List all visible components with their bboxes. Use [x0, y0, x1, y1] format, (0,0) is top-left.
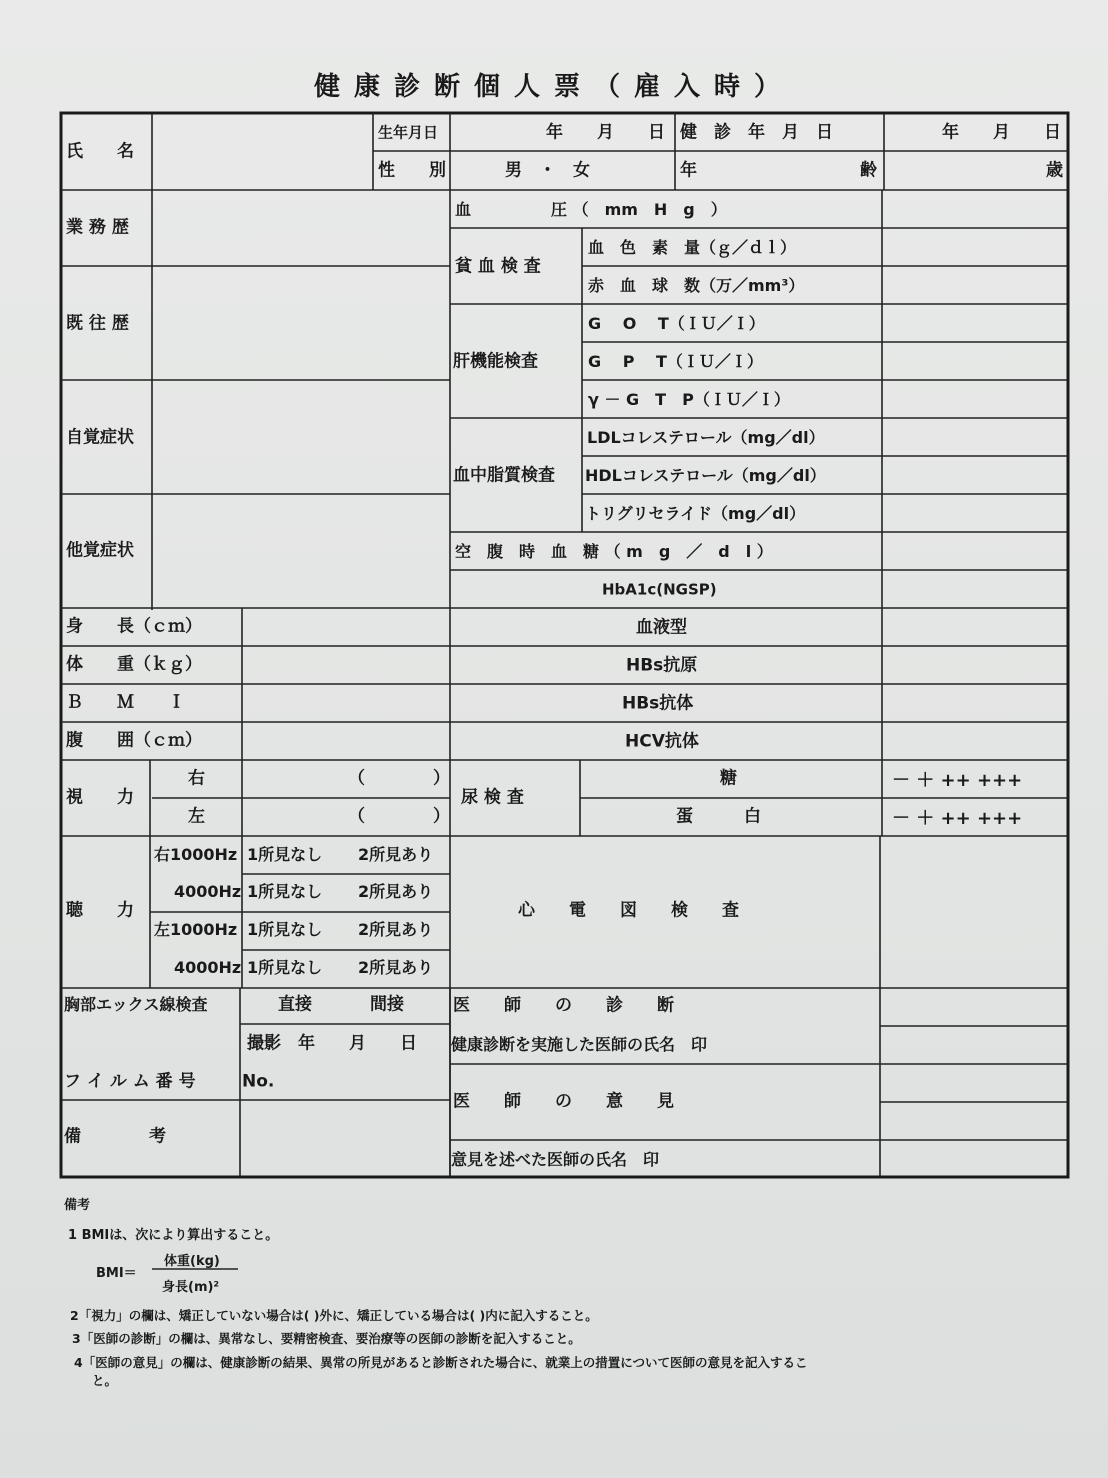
note-4-continued: と。 — [92, 1373, 118, 1388]
exam-date-label: 健 診 年 月 日 — [680, 122, 833, 143]
vision-right-paren[interactable]: （ ） — [348, 768, 450, 789]
film-number-label: フ イ ル ム 番 号 — [64, 1071, 196, 1092]
blood-type-label: 血液型 — [636, 617, 687, 638]
examining-doctor-label: 健康診断を実施した医師の氏名 印 — [451, 1035, 708, 1054]
fasting-glucose-label: 空 腹 時 血 糖 （ m g ／ d l ） — [455, 542, 773, 561]
sex-choice[interactable]: 男 ・ 女 — [505, 160, 590, 181]
bmi-formula-prefix: BMI＝ — [96, 1266, 137, 1281]
xray-direct[interactable]: 直接 — [278, 994, 312, 1015]
hearing-row-label: 4000Hz — [174, 958, 242, 977]
bmi-formula-denominator: 身長(m)² — [162, 1280, 220, 1295]
hearing-label: 聴 力 — [66, 900, 134, 921]
hearing-option-1[interactable]: 1所見なし — [247, 882, 323, 901]
age-label: 年 — [680, 160, 697, 181]
film-number-prefix[interactable]: No. — [242, 1071, 275, 1092]
past-history-label: 既 往 歴 — [66, 313, 129, 334]
urine-protein-scale[interactable]: － ＋ ++ +++ — [892, 808, 1023, 829]
objective-label: 他覚症状 — [66, 540, 134, 561]
vision-label: 視 力 — [66, 787, 134, 808]
weight-label: 体 重（ｋｇ） — [66, 654, 202, 675]
urine-sugar-label: 糖 — [720, 768, 737, 789]
hbs-antigen-label: HBs抗原 — [626, 655, 698, 676]
remarks-label: 備 考 — [64, 1126, 166, 1147]
hearing-option-2[interactable]: 2所見あり — [358, 920, 434, 939]
opinion-doctor-label: 意見を述べた医師の氏名 印 — [451, 1150, 660, 1169]
note-1: 1 BMIは、次により算出すること。 — [68, 1228, 279, 1243]
hearing-row-label: 左1000Hz — [154, 920, 238, 939]
xray-indirect[interactable]: 間接 — [370, 994, 404, 1015]
gpt-label: G P T（ＩＵ／Ｉ） — [588, 352, 763, 371]
hcv-antibody-label: HCV抗体 — [625, 731, 699, 752]
vision-left-paren[interactable]: （ ） — [348, 806, 450, 827]
xray-shoot-date[interactable]: 撮影 年 月 日 — [247, 1033, 417, 1054]
note-4: 4「医師の意見」の欄は、健康診断の結果、異常の所見があると診断された場合に、就業上の措置について医師の意見を記入するこ — [74, 1355, 808, 1370]
bmi-label: Ｂ Ｍ Ｉ — [66, 692, 185, 713]
vision-right-label: 右 — [188, 768, 205, 789]
hearing-option-2[interactable]: 2所見あり — [358, 845, 434, 864]
hbs-antibody-label: HBs抗体 — [622, 693, 694, 714]
work-history-label: 業 務 歴 — [66, 217, 129, 238]
urine-protein-label: 蛋 白 — [676, 806, 761, 827]
rbc-label: 赤 血 球 数（万／mm³） — [588, 276, 805, 295]
hearing-row-label: 右1000Hz — [154, 845, 238, 864]
lipid-test-label: 血中脂質検査 — [453, 465, 555, 486]
birthdate-label: 生年月日 — [378, 123, 439, 142]
ldl-label: LDLコレステロール（mg／dl） — [587, 428, 825, 447]
urine-test-label: 尿 検 査 — [461, 787, 524, 808]
waist-label: 腹 囲（ｃｍ） — [66, 730, 202, 751]
hemoglobin-label: 血 色 素 量（ｇ／ｄｌ） — [588, 238, 797, 257]
got-label: G O T（ＩＵ／Ｉ） — [588, 314, 765, 333]
sex-label: 性 別 — [378, 160, 446, 181]
height-label: 身 長（ｃｍ） — [66, 616, 202, 637]
blood-pressure-label: 血 圧 （ mm H g ） — [455, 200, 727, 219]
doctor-opinion-label: 医 師 の 意 見 — [453, 1091, 674, 1112]
hearing-row-label: 4000Hz — [174, 882, 242, 901]
hearing-option-2[interactable]: 2所見あり — [358, 882, 434, 901]
doctor-diagnosis-label: 医 師 の 診 断 — [453, 995, 674, 1016]
age-unit[interactable]: 歳 — [1046, 160, 1063, 181]
name-label: 氏 名 — [66, 141, 134, 162]
triglyceride-label: トリグリセライド（mg／dl） — [585, 504, 806, 523]
ggtp-label: γ － G T P（ＩＵ／Ｉ） — [588, 390, 790, 409]
urine-sugar-scale[interactable]: － ＋ ++ +++ — [892, 770, 1023, 791]
anemia-test-label: 貧 血 検 査 — [455, 256, 541, 277]
age-label-suffix: 齢 — [860, 160, 877, 181]
chest-xray-label: 胸部エックス線検査 — [64, 995, 208, 1014]
note-3: 3「医師の診断」の欄は、異常なし、要精密検査、要治療等の医師の診断を記入すること。 — [72, 1331, 581, 1346]
hba1c-label: HbA1c(NGSP) — [602, 580, 717, 599]
bmi-formula-numerator: 体重(kg) — [164, 1254, 220, 1269]
vision-left-label: 左 — [188, 806, 205, 827]
note-2: 2「視力」の欄は、矯正していない場合は( )外に、矯正している場合は( )内に記入すること。 — [70, 1308, 598, 1323]
hearing-option-1[interactable]: 1所見なし — [247, 920, 323, 939]
hearing-option-1[interactable]: 1所見なし — [247, 845, 323, 864]
hearing-option-1[interactable]: 1所見なし — [247, 958, 323, 977]
notes-heading: 備考 — [64, 1198, 91, 1213]
subjective-label: 自覚症状 — [66, 427, 134, 448]
exam-date-value[interactable]: 年 月 日 — [942, 122, 1061, 143]
hdl-label: HDLコレステロール（mg／dl） — [585, 466, 826, 485]
ecg-label: 心 電 図 検 査 — [518, 900, 739, 921]
hearing-option-2[interactable]: 2所見あり — [358, 958, 434, 977]
liver-test-label: 肝機能検査 — [453, 351, 538, 372]
form-frame — [61, 113, 1068, 1177]
birthdate-value[interactable]: 年 月 日 — [546, 122, 665, 143]
form-title: 健康診断個人票（雇入時） — [313, 72, 794, 102]
